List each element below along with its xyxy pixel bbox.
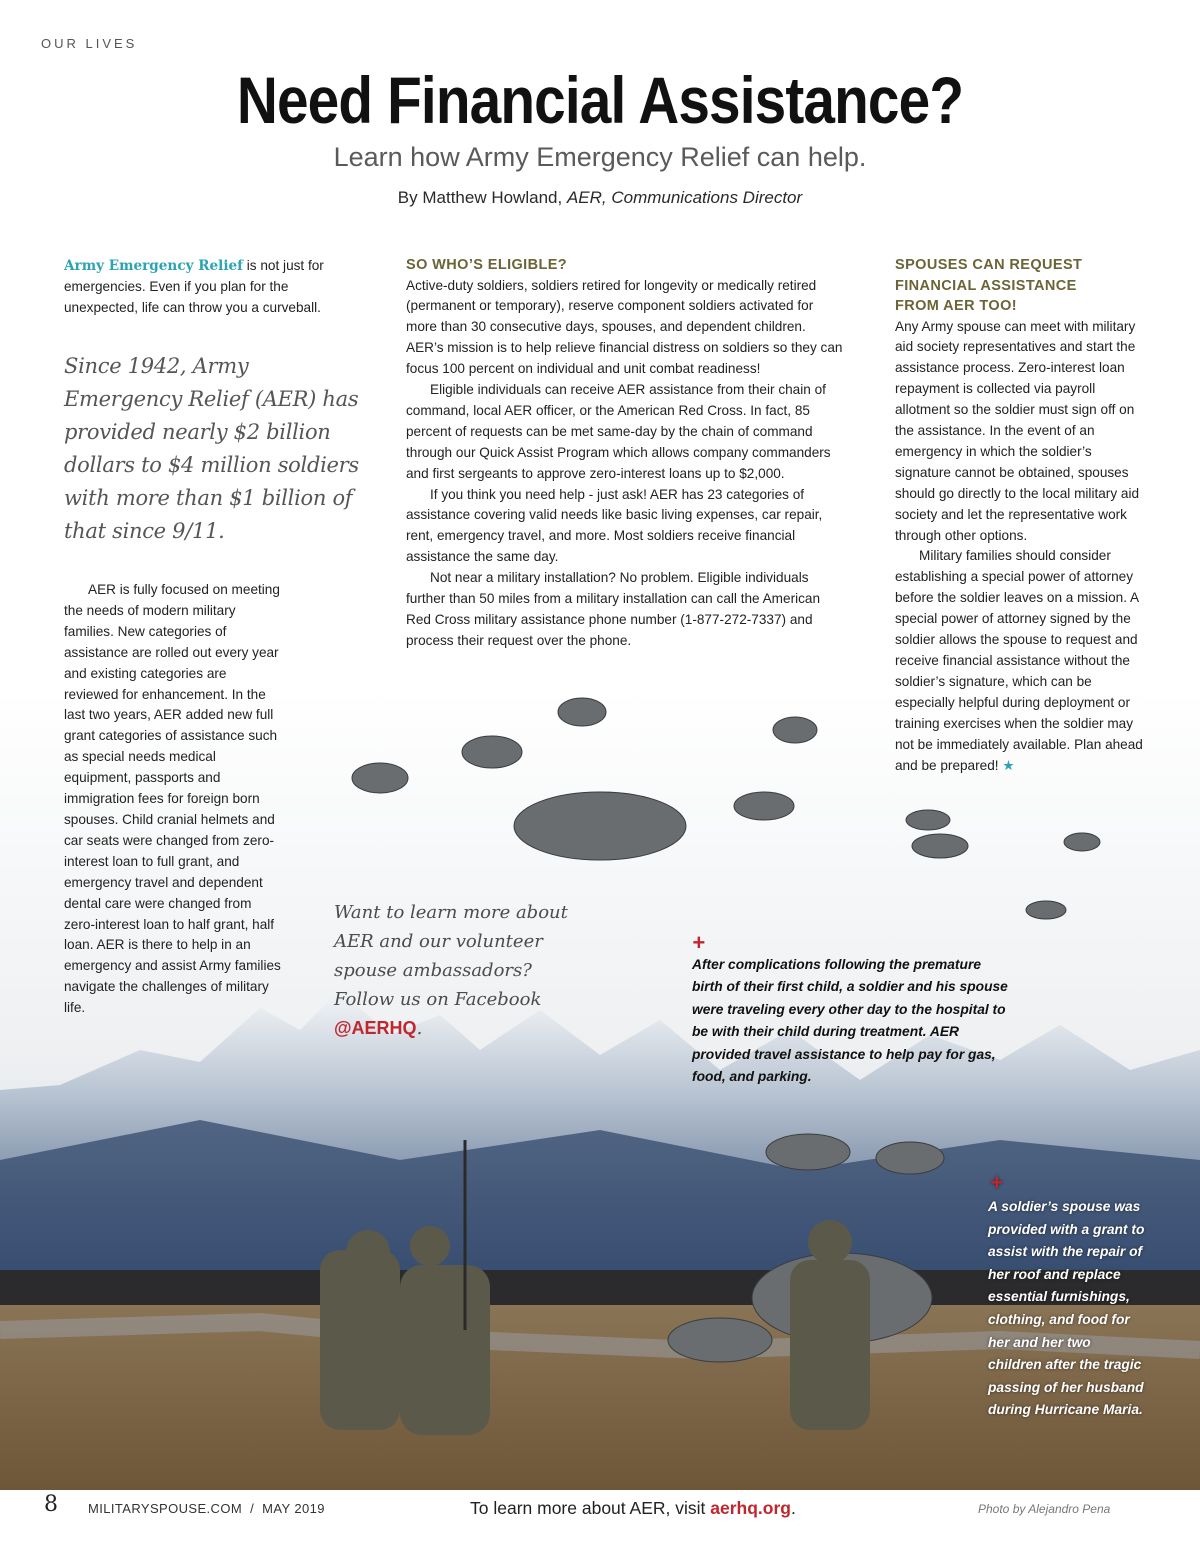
facebook-callout xyxy=(334,898,574,1043)
facebook-end: . xyxy=(416,1018,423,1039)
column-3 xyxy=(895,255,1143,776)
pull-quote: Since 1942, Army Emergency Relief (AER) has provided nearly $2 billion dollars to $4 million soldiers with more than $1 billion of that since 9/11. xyxy=(64,354,359,543)
plus-icon: + xyxy=(990,1170,1003,1195)
spouses-paragraph xyxy=(895,546,1143,776)
eligibility-paragraph: Not near a military installation? No problem. Eligible individuals further than 50 miles from a military installation can call the American Red Cross military assistance phone number (1-877-272-7337) and process their request over the phone. xyxy=(406,570,821,648)
column-1-body xyxy=(64,580,282,1019)
facebook-text: Want to learn more about AER and our volunteer spouse ambassadors? Follow us on Facebook xyxy=(334,902,568,1010)
eligibility-paragraph: If you think you need help - just ask! AER has 23 categories of assistance covering valid needs like basic living expenses, car repair, rent, emergency travel, and more. Most soldiers receive financial assistance the same day. xyxy=(406,486,823,565)
column-1-paragraph: AER is fully focused on meeting the needs of modern military families. New categories of assistance are rolled out every year and existing categories are reviewed for enhancement. In the last two years, AER added new full grant categories of assistance such as special needs medical equipment, passports and immigration fees for foreign born spouses. Child cranial helmets and car seats were changed from zero-interest loan to full grant, and emergency travel and dependent dental care were changed from zero-interest loan to half grant, half loan. AER is there to help in an emergency and assist Army families navigate the challenges of military life. xyxy=(64,582,281,1016)
aer-website-link[interactable]: aerhq.org xyxy=(710,1498,791,1518)
section-label: OUR LIVES xyxy=(41,36,138,51)
byline xyxy=(0,188,1200,208)
column-2 xyxy=(406,255,844,652)
footer-cta xyxy=(470,1498,796,1519)
byline-author: By Matthew Howland, xyxy=(397,188,567,207)
star-icon: ★ xyxy=(1002,757,1015,773)
page-number: 8 xyxy=(44,1492,58,1517)
spouses-heading: SPOUSES CAN REQUEST FINANCIAL ASSISTANCE FROM AER TOO! xyxy=(895,257,1083,314)
eligibility-heading: SO WHO’S ELIGIBLE? xyxy=(406,257,568,273)
footer-cta-text: To learn more about AER, visit xyxy=(470,1498,711,1518)
page-title: Need Financial Assistance? xyxy=(236,63,964,137)
magazine-footer: MILITARYSPOUSE.COM / MAY 2019 xyxy=(88,1501,325,1516)
facebook-handle-link[interactable]: @AERHQ xyxy=(334,1018,417,1038)
photo-caption-1 xyxy=(692,932,1012,1088)
intro-text: is not just for emergencies. Even if you plan for the unexpected, life can throw you a curveball. xyxy=(64,258,324,315)
photo-caption-2 xyxy=(988,1170,1148,1422)
subheadline: Learn how Army Emergency Relief can help. xyxy=(333,142,867,172)
footer-cta-end: . xyxy=(790,1498,796,1518)
caption-2-text: A soldier’s spouse was provided with a grant to assist with the repair of her roof and replace essential furnishings, clothing, and food for her and her two children after the tragic passing of her husband during Hurricane Maria. xyxy=(988,1199,1145,1418)
spouses-paragraph-text: Military families should consider establishing a special power of attorney before the soldier leaves on a mission. A special power of attorney signed by the soldier allows the spouse to request and receive financial assistance without the soldier’s signature, which can be especially helpful during deployment or training exercises when the soldier may not be immediately available. Plan ahead and be prepared! xyxy=(895,548,1143,773)
eligibility-paragraph: Eligible individuals can receive AER assistance from their chain of command, local AER officer, or the American Red Cross. In fact, 85 percent of requests can be met same-day by the chain of command through our Quick Assist Program which allows company commanders and first sergeants to approve zero-interest loans up to $2,000. xyxy=(406,382,831,481)
column-1-intro xyxy=(64,256,352,319)
byline-role: AER, Communications Director xyxy=(566,188,803,207)
eligibility-paragraph: Active-duty soldiers, soldiers retired for longevity or medically retired (permanent or temporary), reserve component soldiers activated for more than 30 consecutive days, spouses, and dependent children. AER’s mission is to help relieve financial distress on soldiers so they can focus 100 percent on individual and unit combat readiness! xyxy=(406,277,843,377)
spouses-paragraph: Any Army spouse can meet with military aid society representatives and start the assistance process. Zero-interest loan repayment is collected via payroll allotment so the soldier must sign off on the assistance. In the event of an emergency in which the soldier’s signature cannot be obtained, spouses should go directly to the local military aid society and let the representative work through other options. xyxy=(895,318,1140,543)
caption-1-text: After complications following the premature birth of their first child, a soldier and his spouse were traveling every other day to the hospital to be with their child during treatment. AER provided travel assistance to help pay for gas, food, and parking. xyxy=(692,957,1008,1085)
plus-icon: + xyxy=(692,930,705,955)
intro-lead: Army Emergency Relief xyxy=(64,258,243,274)
photo-credit: Photo by Alejandro Pena xyxy=(978,1502,1111,1516)
